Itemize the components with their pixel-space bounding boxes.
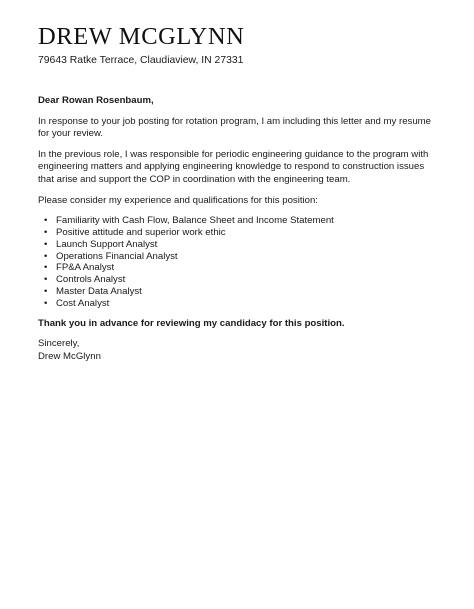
list-item: • Positive attitude and superior work ethic (56, 227, 438, 239)
sign-off: Sincerely, (38, 338, 80, 350)
applicant-address: 79643 Ratke Terrace, Claudiaview, IN 27331 (38, 55, 244, 66)
list-item: • Operations Financial Analyst (56, 251, 438, 263)
sign-off-block (38, 338, 438, 363)
list-item: • Launch Support Analyst (56, 239, 438, 251)
qualifications-intro: Please consider my experience and qualifications for this position: (38, 194, 318, 206)
qualifications-list (38, 215, 438, 309)
paragraph-experience: In the previous role, I was responsible for periodic engineering guidance to the program with engineering matters and applying engineering knowledge to respond to construction issues that arise and support the COP in coordination with the engineering team. (38, 148, 429, 185)
list-item: • Master Data Analyst (56, 286, 438, 298)
list-item: • FP&A Analyst (56, 262, 438, 274)
paragraph-intro: In response to your job posting for rotation program, I am including this letter and my resume for your review. (38, 115, 432, 140)
list-item: • Cost Analyst (56, 298, 438, 310)
thank-you-line: Thank you in advance for reviewing my candidacy for this position. (38, 317, 345, 329)
signature-name: Drew McGlynn (38, 350, 101, 362)
list-item: • Controls Analyst (56, 274, 438, 286)
letter-body (38, 95, 438, 363)
applicant-name: DREW MCGLYNN (38, 23, 245, 50)
list-item: • Familiarity with Cash Flow, Balance Sheet and Income Statement (56, 215, 438, 227)
salutation: Dear Rowan Rosenbaum, (38, 95, 154, 106)
